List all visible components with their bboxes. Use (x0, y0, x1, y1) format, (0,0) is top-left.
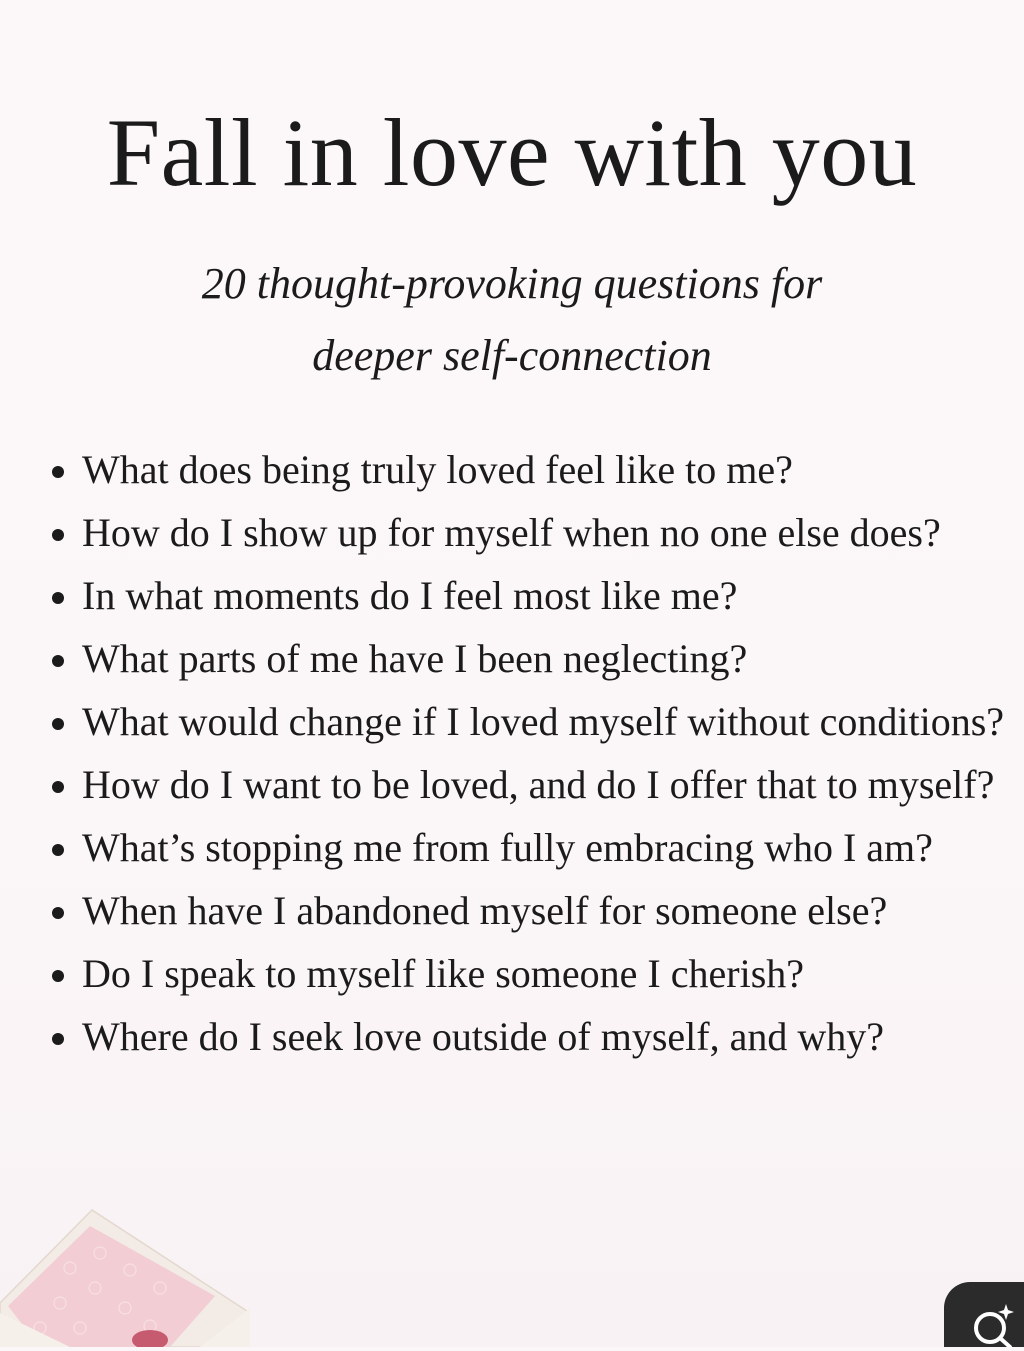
subtitle-line-1: 20 thought-provoking questions for (201, 259, 823, 308)
page-title: Fall in love with you (106, 99, 918, 206)
page-subtitle (0, 248, 1024, 392)
list-item: Where do I seek love outside of myself, and why? (40, 1005, 1010, 1068)
list-item: What does being truly loved feel like to me? (40, 438, 1010, 501)
list-item: What parts of me have I been neglecting? (40, 627, 1010, 690)
envelope-icon (0, 1208, 250, 1347)
list-item: How do I show up for myself when no one else does? (40, 501, 1010, 564)
list-item: What’s stopping me from fully embracing who I am? (40, 816, 1010, 879)
list-item: What would change if I loved myself without conditions? (40, 690, 1010, 753)
visual-search-icon (944, 1282, 1024, 1347)
question-list (40, 438, 1010, 1068)
list-item: Do I speak to myself like someone I cherish? (40, 942, 1010, 1005)
list-item: In what moments do I feel most like me? (40, 564, 1010, 627)
visual-search-button[interactable] (944, 1282, 1024, 1347)
list-item: When have I abandoned myself for someone else? (40, 879, 1010, 942)
subtitle-line-2: deeper self-connection (312, 331, 712, 380)
list-item: How do I want to be loved, and do I offer that to myself? (40, 753, 1010, 816)
